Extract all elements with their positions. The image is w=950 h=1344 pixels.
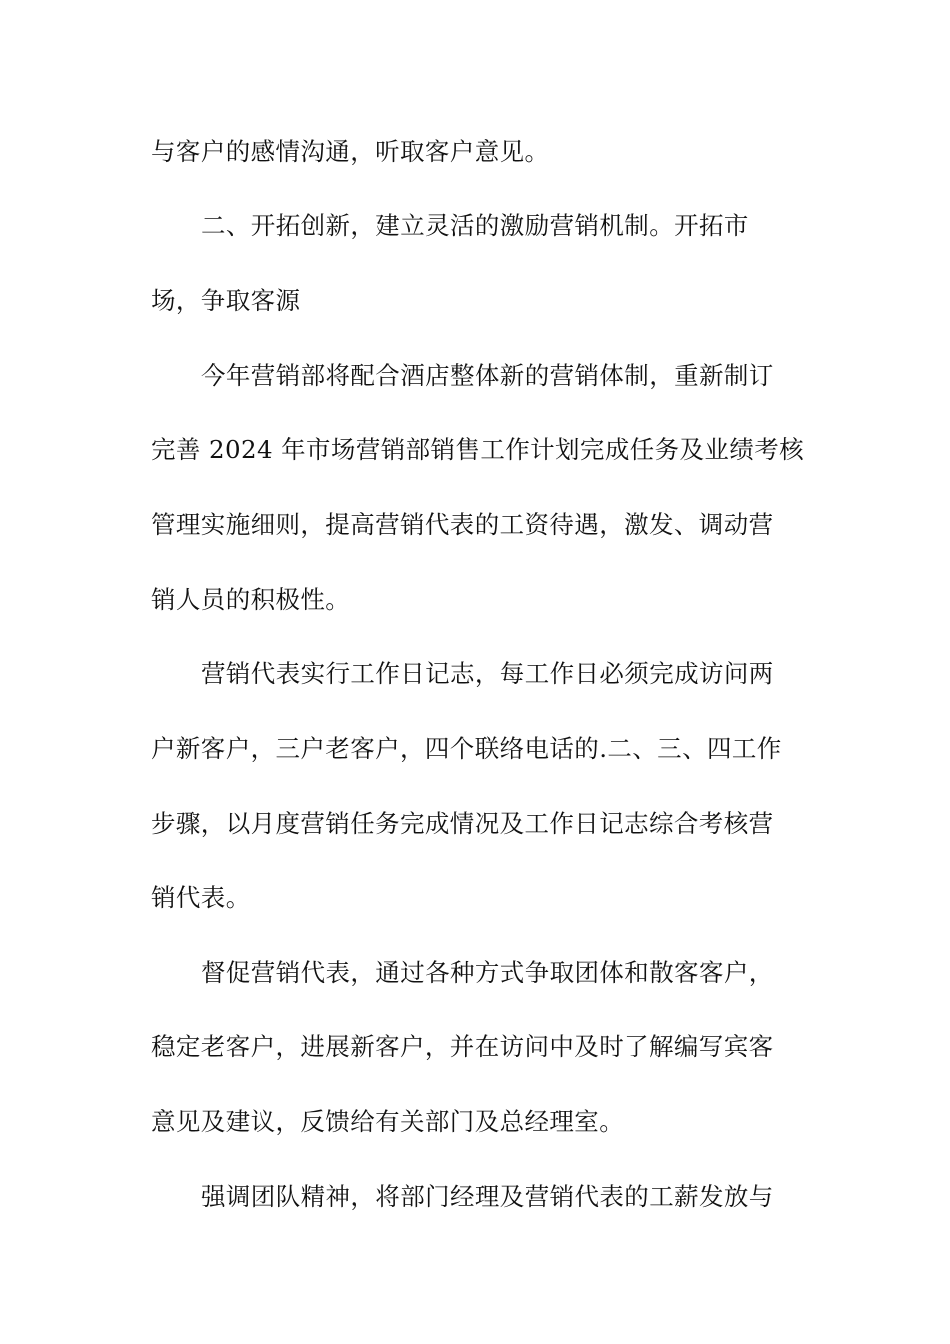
paragraph-line: 意见及建议，反馈给有关部门及总经理室。 xyxy=(151,1107,625,1136)
paragraph-line: 销人员的积极性。 xyxy=(151,585,351,614)
paragraph-line: 销代表。 xyxy=(151,883,251,912)
paragraph-line: 户新客户，三户老客户，四个联络电话的.二、三、四工作 xyxy=(151,734,782,763)
paragraph-line: 今年营销部将配合酒店整体新的营销体制，重新制订 xyxy=(201,361,774,390)
paragraph-line: 稳定老客户，进展新客户，并在访问中及时了解编写宾客 xyxy=(151,1032,774,1061)
section-heading-line: 场，争取客源 xyxy=(151,286,301,315)
paragraph-line: 步骤，以月度营销任务完成情况及工作日记志综合考核营 xyxy=(151,809,774,838)
section-heading-line: 二、开拓创新，建立灵活的激励营销机制。开拓市 xyxy=(201,211,749,240)
paragraph-line: 强调团队精神，将部门经理及营销代表的工薪发放与 xyxy=(201,1182,774,1211)
paragraph-line: 管理实施细则，提高营销代表的工资待遇，激发、调动营 xyxy=(151,510,774,539)
text-line: 与客户的感情沟通，听取客户意见。 xyxy=(151,137,550,166)
paragraph-line: 营销代表实行工作日记志，每工作日必须完成访问两 xyxy=(201,659,774,688)
paragraph-line: 完善 2024 年市场营销部销售工作计划完成任务及业绩考核 xyxy=(151,435,805,464)
paragraph-line: 督促营销代表，通过各种方式争取团体和散客客户， xyxy=(201,958,774,987)
